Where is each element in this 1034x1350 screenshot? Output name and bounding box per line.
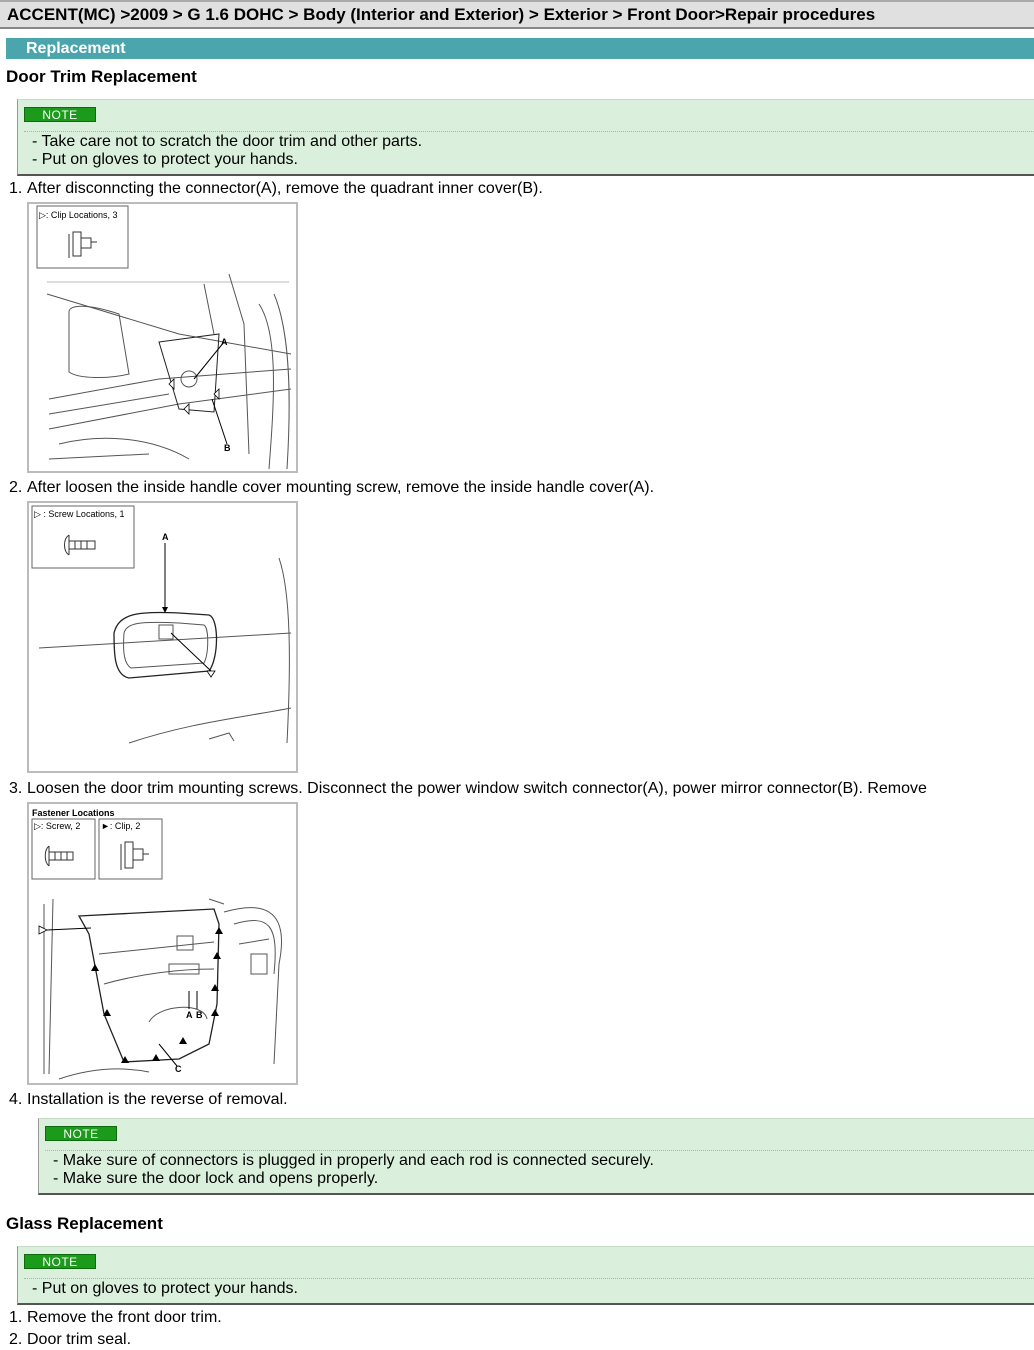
label-b: B xyxy=(196,1010,203,1020)
clip-icon xyxy=(121,842,149,870)
label-c: C xyxy=(175,1064,182,1074)
glass-step-2 xyxy=(9,1331,131,1349)
label-a: A xyxy=(221,337,228,347)
step-1 xyxy=(9,180,543,198)
note-line: - Make sure the door lock and opens properly. xyxy=(53,1170,379,1187)
legend-screw: ▷: Screw, 2 xyxy=(34,821,81,831)
step-text: Remove the front door trim. xyxy=(27,1309,222,1326)
step-number: 1. xyxy=(9,1309,23,1326)
step-text: Loosen the door trim mounting screws. Disconnect the power window switch connector(A), power mirror connector(B). Remove xyxy=(27,780,927,797)
note-box xyxy=(17,1246,1034,1305)
note-line: - Put on gloves to protect your hands. xyxy=(32,151,298,168)
breadcrumb: ACCENT(MC) >2009 > G 1.6 DOHC > Body (Interior and Exterior) > Exterior > Front Door>Repair procedures xyxy=(0,0,1034,29)
callout-line xyxy=(47,928,91,930)
figure-door-trim xyxy=(27,802,298,1085)
note-badge: NOTE xyxy=(24,107,96,122)
note-line: - Take care not to scratch the door trim and other parts. xyxy=(32,133,423,150)
legend-title: Fastener Locations xyxy=(32,808,115,818)
clip-icon xyxy=(69,232,97,258)
door-trim-illustration xyxy=(44,899,282,1079)
screw-marker xyxy=(207,671,215,677)
step-number: 1. xyxy=(9,180,23,197)
note-badge: NOTE xyxy=(45,1126,117,1141)
step-number: 2. xyxy=(9,1331,23,1348)
note-badge: NOTE xyxy=(24,1254,96,1269)
figure-quadrant-cover xyxy=(27,202,298,473)
screw-icon xyxy=(45,846,73,866)
label-a: A xyxy=(162,532,169,542)
step-4 xyxy=(9,1091,288,1109)
label-b: B xyxy=(224,443,231,453)
step-text: After disconncting the connector(A), remove the quadrant inner cover(B). xyxy=(27,180,543,197)
note-line: - Make sure of connectors is plugged in properly and each rod is connected securely. xyxy=(53,1152,654,1169)
label-a: A xyxy=(186,1010,193,1020)
note-box xyxy=(38,1118,1034,1195)
glass-step-1 xyxy=(9,1309,222,1327)
step-2 xyxy=(9,479,654,497)
door-trim-heading: Door Trim Replacement xyxy=(6,67,197,86)
step-3 xyxy=(9,780,927,798)
note-box xyxy=(17,99,1034,176)
figure-legend: ▷ : Screw Locations, 1 xyxy=(34,509,125,519)
callout-lines xyxy=(159,991,197,1066)
step-text: Installation is the reverse of removal. xyxy=(27,1091,288,1108)
legend-clip: ►: Clip, 2 xyxy=(101,821,141,831)
figure-legend: ▷: Clip Locations, 3 xyxy=(39,210,118,220)
note-divider xyxy=(24,131,1034,132)
step-number: 3. xyxy=(9,780,23,797)
clip-marker xyxy=(91,927,223,1063)
screw-icon xyxy=(65,535,96,555)
section-title: Replacement xyxy=(6,38,1034,59)
callout-lines xyxy=(194,342,227,444)
figure-inside-handle-cover xyxy=(27,501,298,773)
note-divider xyxy=(24,1278,1034,1279)
glass-heading: Glass Replacement xyxy=(6,1214,163,1233)
step-text: Door trim seal. xyxy=(27,1331,132,1348)
step-text: After loosen the inside handle cover mounting screw, remove the inside handle cover(A). xyxy=(27,479,655,496)
note-divider xyxy=(45,1150,1034,1151)
step-number: 2. xyxy=(9,479,23,496)
door-illustration xyxy=(47,274,291,469)
step-number: 4. xyxy=(9,1091,23,1108)
screw-marker xyxy=(39,926,47,934)
note-line: - Put on gloves to protect your hands. xyxy=(32,1280,298,1297)
clip-marker xyxy=(169,379,219,414)
